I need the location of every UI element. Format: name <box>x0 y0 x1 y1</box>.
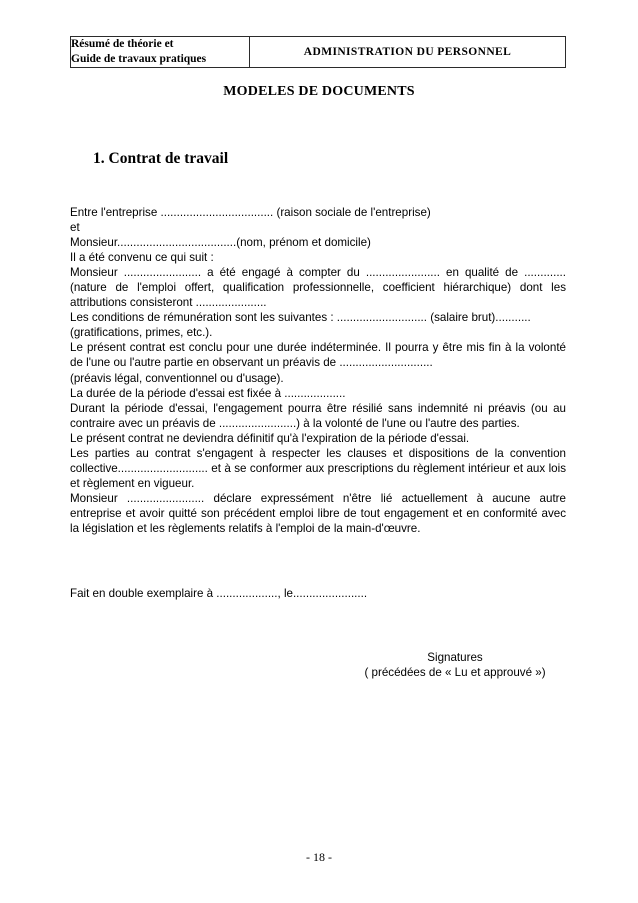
body-paragraph-10: La durée de la période d'essai est fixée à ................... <box>70 386 346 400</box>
section-heading-contrat-de-travail: 1. Contrat de travail <box>93 150 229 167</box>
header-left-cell <box>71 37 250 68</box>
fait-en-double-exemplaire-line: Fait en double exemplaire à ..................., le....................... <box>70 587 368 600</box>
body-paragraph-4: Il a été convenu ce qui suit : <box>70 251 214 265</box>
body-paragraph-2: et <box>70 221 80 235</box>
header-right-cell: ADMINISTRATION DU PERSONNEL <box>250 37 566 68</box>
header-left-line-2: Guide de travaux pratiques <box>71 53 207 65</box>
body-paragraph-13: Les parties au contrat s'engagent à respecter les clauses et dispositions de la convention collective............................ et à se conformer aux prescriptions du règlement intérieur et aux lois et règlement en vigueur. <box>70 446 566 490</box>
body-paragraph-8: Le présent contrat est conclu pour une durée indéterminée. Il pourra y être mis fin à la volonté de l'une ou l'autre partie en observant un préavis de ............................. <box>70 341 566 370</box>
body-paragraph-14: Monsieur ........................ déclare expressément n'être lié actuellement à aucune autre entreprise et avoir quitté son précédent emploi libre de tout engagement et en conformité avec la législation et les règlements relatifs à l'emploi de la main-d'œuvre. <box>70 491 566 535</box>
document-title: MODELES DE DOCUMENTS <box>223 84 415 99</box>
body-paragraph-11: Durant la période d'essai, l'engagement pourra être résilié sans indemnité ni préavis (ou au contraire avec un préavis de ........................) à la volonté de l'une ou l'autre des parties. <box>70 401 566 430</box>
body-paragraph-9: (préavis légal, conventionnel ou d'usage). <box>70 371 284 385</box>
signature-note: ( précédées de « Lu et approuvé ») <box>364 666 546 680</box>
body-paragraph-6: Les conditions de rémunération sont les suivantes : ............................ (salaire brut)........... <box>70 311 531 325</box>
header-left-line-1: Résumé de théorie et <box>71 38 174 50</box>
signature-label: Signatures <box>427 651 483 664</box>
contract-body <box>70 205 566 536</box>
body-paragraph-3: Monsieur.....................................(nom, prénom et domicile) <box>70 236 371 250</box>
body-paragraph-1: Entre l'entreprise ................................... (raison sociale de l'entreprise) <box>70 206 431 219</box>
page-number: - 18 - <box>306 850 332 864</box>
signature-block <box>330 650 580 680</box>
body-paragraph-12: Le présent contrat ne deviendra définitif qu'à l'expiration de la période d'essai. <box>70 431 470 445</box>
body-paragraph-7: (gratifications, primes, etc.). <box>70 326 213 340</box>
body-paragraph-5: Monsieur ........................ a été engagé à compter du ....................... en qualité de ............. (nature de l'emploi offert, qualification professionnelle, coefficient hiérarchique) dont les attributions consisteront ...................... <box>70 266 566 310</box>
header-row <box>71 37 566 68</box>
page-header-table <box>70 36 566 68</box>
